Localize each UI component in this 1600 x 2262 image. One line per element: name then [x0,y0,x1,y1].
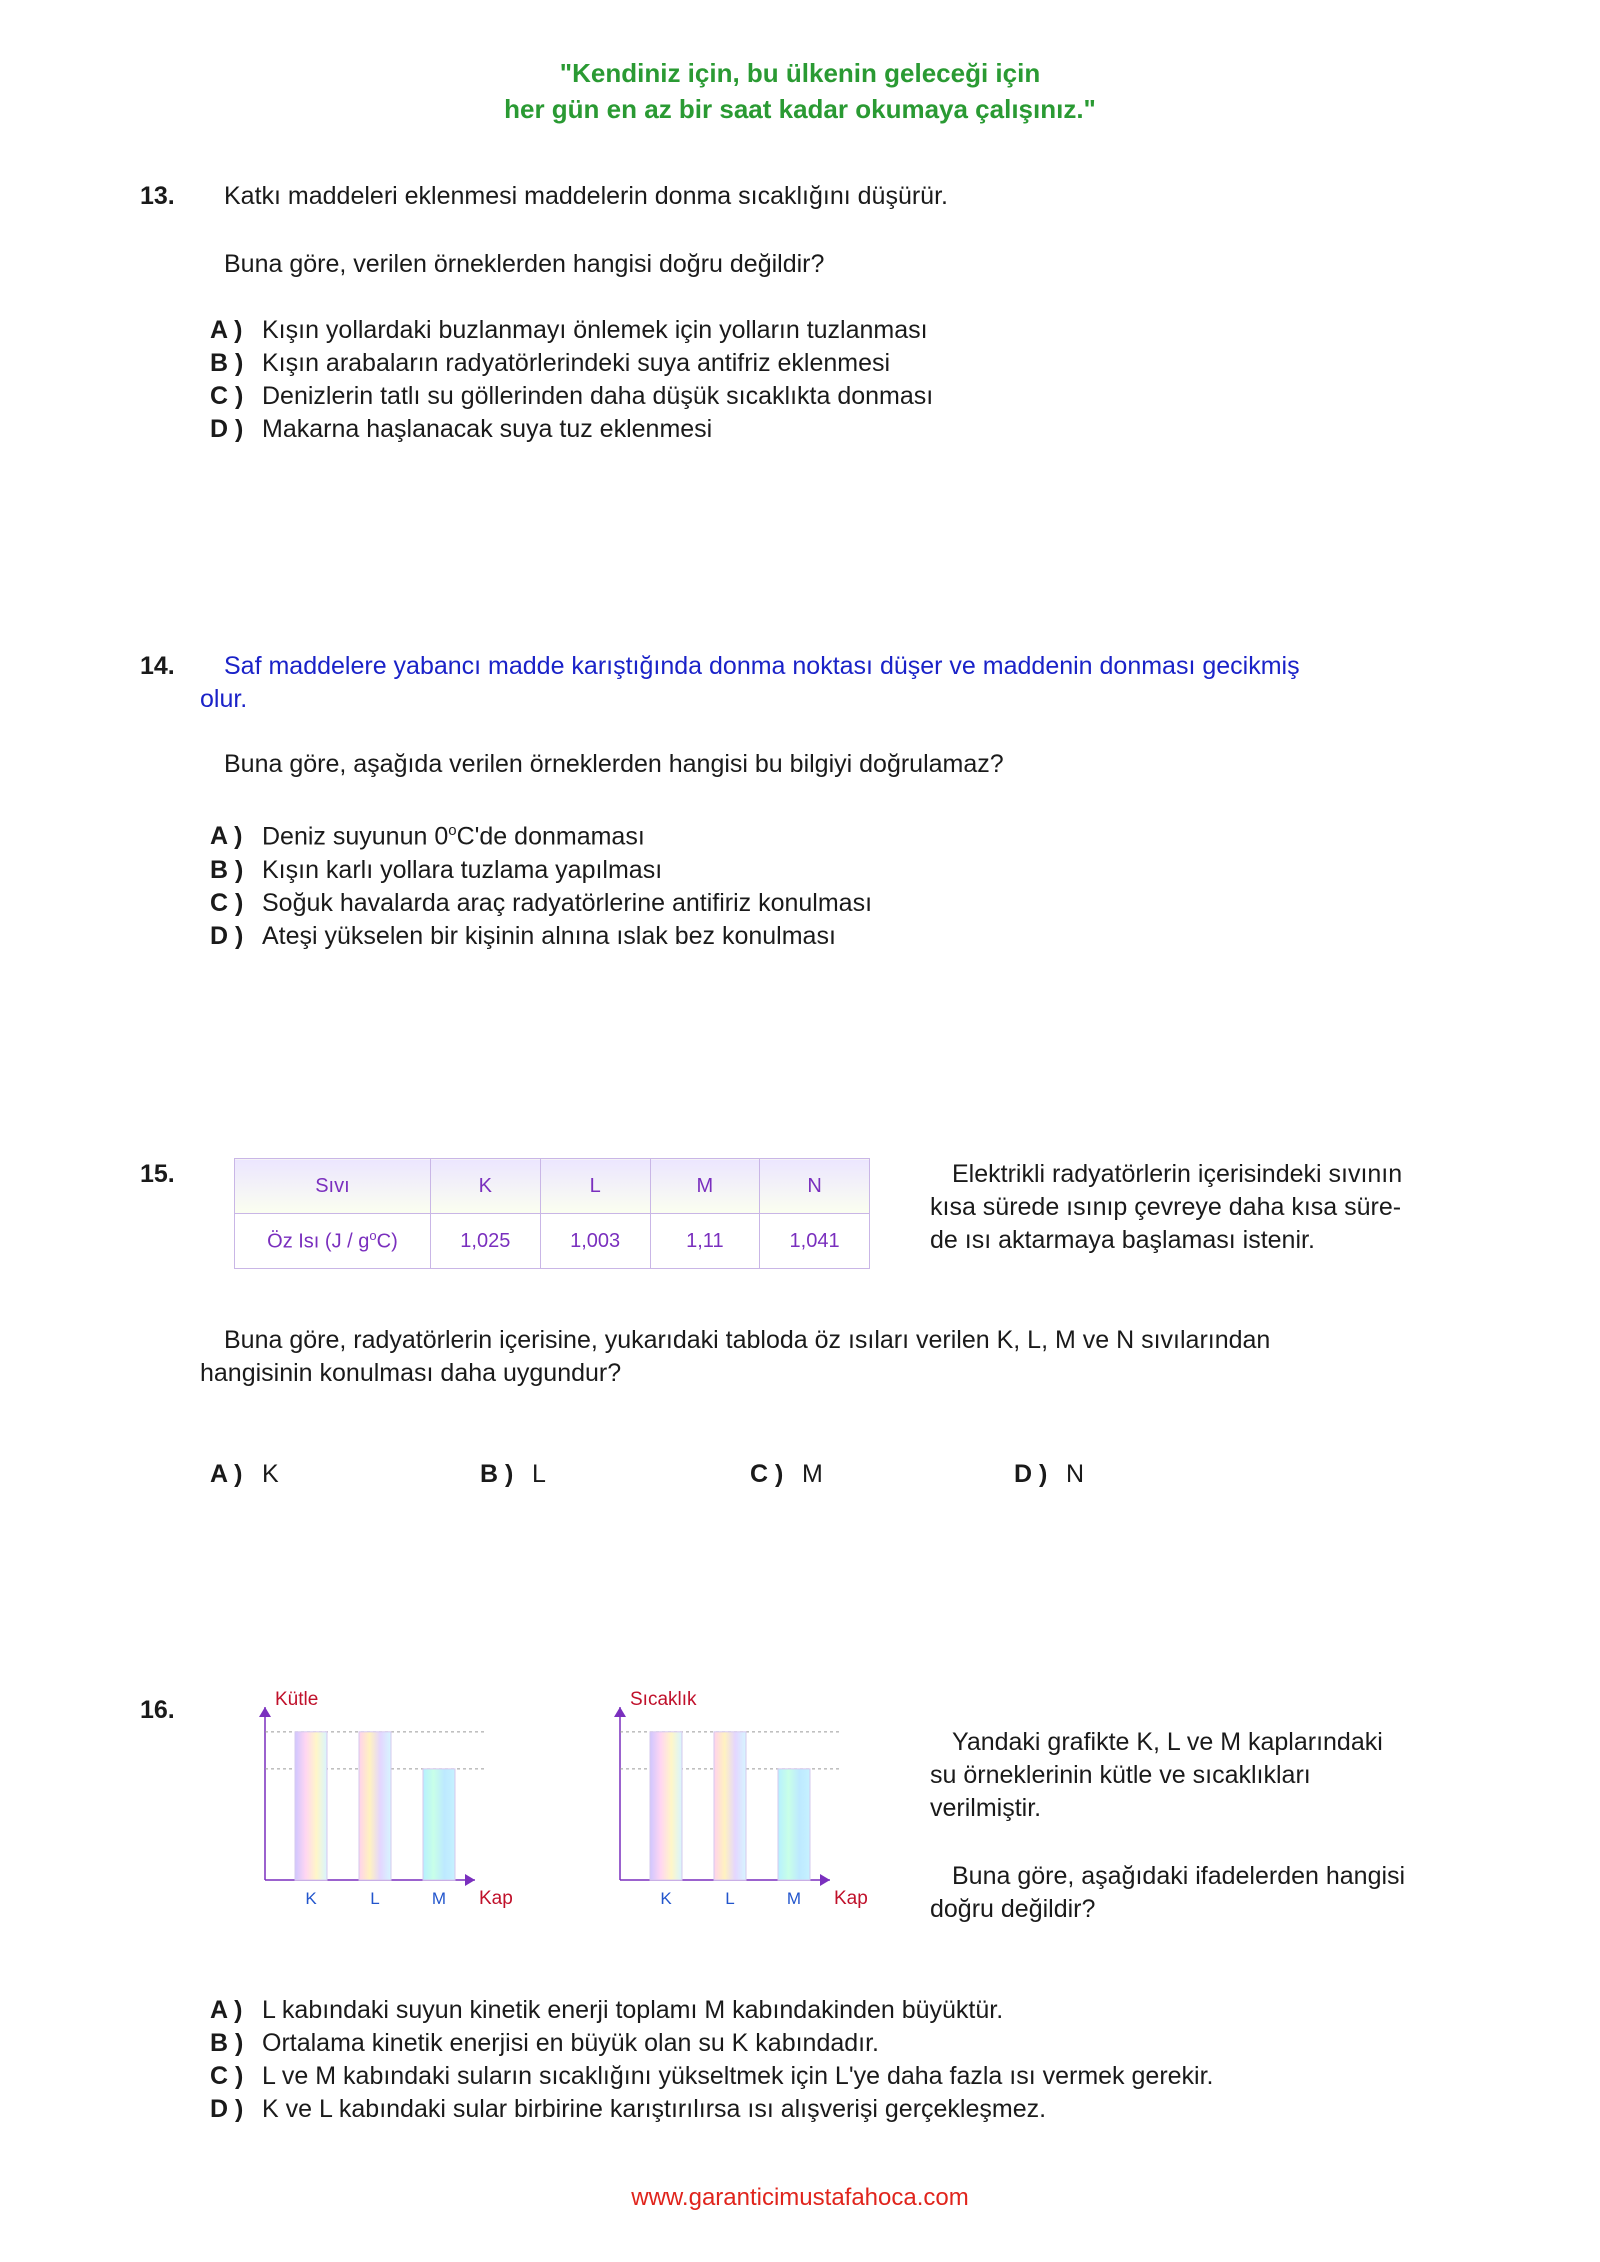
question-15-prompt-line-2: hangisinin konulması daha uygundur? [200,1359,622,1387]
question-16-number: 16. [140,1696,175,1724]
question-15-option-a[interactable]: A ) K [210,1460,279,1488]
motto-line-1: "Kendiniz için, bu ülkenin geleceği için [559,58,1041,88]
table-header-cell: Sıvı [235,1159,431,1214]
table-cell: 1,11 [650,1214,760,1269]
mass-bar-chart [250,1685,570,1925]
question-16-option-a[interactable]: A ) L kabındaki suyun kinetik enerji toplamı M kabındakinden büyüktür. [210,1996,1004,2024]
x-axis-arrow [820,1874,830,1886]
bar-K [295,1732,327,1880]
x-axis-label: Kap [479,1888,513,1909]
question-13-stem: Katkı maddeleri eklenmesi maddelerin donma sıcaklığını düşürür. [224,182,948,210]
question-13-prompt: Buna göre, verilen örneklerden hangisi doğru değildir? [224,250,825,278]
bar-L [359,1732,391,1880]
question-16-prompt-line-2: doğru değildir? [930,1895,1096,1923]
y-axis-label: Kütle [275,1689,319,1710]
question-15-side-line-2: kısa sürede ısınıp çevreye daha kısa süre- [930,1193,1402,1221]
footer-website: www.garanticimustafahoca.com [631,2184,969,2211]
table-cell: 1,025 [430,1214,540,1269]
category-label: K [305,1889,317,1908]
table-header-cell: M [650,1159,760,1214]
table-header-cell: N [760,1159,870,1214]
question-14-option-c[interactable]: C ) Soğuk havalarda araç radyatörlerine antifiriz konulması [210,889,873,917]
bar-M [423,1769,455,1880]
category-label: L [370,1889,380,1908]
question-13-option-a[interactable]: A ) Kışın yollardaki buzlanmayı önlemek için yolların tuzlanması [210,316,928,344]
question-13-option-b[interactable]: B ) Kışın arabaların radyatörlerindeki suya antifriz eklenmesi [210,349,891,377]
table-cell: 1,041 [760,1214,870,1269]
table-header-cell: K [430,1159,540,1214]
table-header-row [235,1159,870,1214]
question-13-number: 13. [140,182,175,210]
question-16-prompt-line-1: Buna göre, aşağıdaki ifadelerden hangisi [952,1862,1406,1890]
question-16-option-d[interactable]: D ) K ve L kabındaki sular birbirine karıştırılırsa ısı alışverişi gerçekleşmez. [210,2095,1047,2123]
motto-line-2: her gün en az bir saat kadar okumaya çalışınız." [504,94,1096,124]
y-axis-label: Sıcaklık [630,1689,697,1710]
y-axis-arrow [259,1707,271,1717]
question-14-stem-line-1: Saf maddelere yabancı madde karıştığında donma noktası düşer ve maddenin donması gecikmiş [224,652,1300,680]
category-label: M [431,1889,447,1908]
x-axis-arrow [465,1874,475,1886]
category-label: K [660,1889,672,1908]
question-16-option-b[interactable]: B ) Ortalama kinetik enerjisi en büyük olan su K kabındadır. [210,2029,880,2057]
bar-K [650,1732,682,1880]
question-16-side-line-2: su örneklerinin kütle ve sıcaklıkları [930,1761,1311,1789]
table-cell: 1,003 [540,1214,650,1269]
category-label: M [786,1889,802,1908]
y-axis-arrow [614,1707,626,1717]
question-16-side-line-3: verilmiştir. [930,1794,1042,1822]
question-15-prompt-line-1: Buna göre, radyatörlerin içerisine, yukarıdaki tabloda öz ısıları verilen K, L, M ve N sıvılarından [224,1326,1271,1354]
category-label: L [725,1889,735,1908]
question-16-option-c[interactable]: C ) L ve M kabındaki suların sıcaklığını yükseltmek için L'ye daha fazla ısı vermek gerekir. [210,2062,1214,2090]
table-row [235,1214,870,1269]
bar-M [778,1769,810,1880]
specific-heat-table [234,1158,870,1269]
question-15-side-line-1: Elektrikli radyatörlerin içerisindeki sıvının [952,1160,1403,1188]
question-14-option-a[interactable]: A ) Deniz suyunun 0$^o$C'de donmaması [210,822,645,851]
question-14-stem-line-2: olur. [200,685,248,713]
x-axis-label: Kap [834,1888,868,1909]
question-15-option-c[interactable]: C ) M [750,1460,823,1488]
question-16-side-line-1: Yandaki grafikte K, L ve M kaplarındaki [952,1728,1383,1756]
question-15-option-b[interactable]: B ) L [480,1460,546,1488]
question-15-number: 15. [140,1160,175,1188]
table-header-cell: L [540,1159,650,1214]
table-row-label: Öz Isı $(J / g^oC)$ [235,1214,431,1269]
question-13-option-d[interactable]: D ) Makarna haşlanacak suya tuz eklenmesi [210,415,713,443]
temperature-bar-chart [605,1685,925,1925]
question-14-number: 14. [140,652,175,680]
bar-L [714,1732,746,1880]
question-14-option-b[interactable]: B ) Kışın karlı yollara tuzlama yapılması [210,856,663,884]
question-15-side-line-3: de ısı aktarmaya başlaması istenir. [930,1226,1315,1254]
question-14-option-d[interactable]: D ) Ateşi yükselen bir kişinin alnına ıslak bez konulması [210,922,836,950]
question-13-option-c[interactable]: C ) Denizlerin tatlı su göllerinden daha düşük sıcaklıkta donması [210,382,934,410]
question-14-prompt: Buna göre, aşağıda verilen örneklerden hangisi bu bilgiyi doğrulamaz? [224,750,1004,778]
question-15-option-d[interactable]: D ) N [1014,1460,1085,1488]
